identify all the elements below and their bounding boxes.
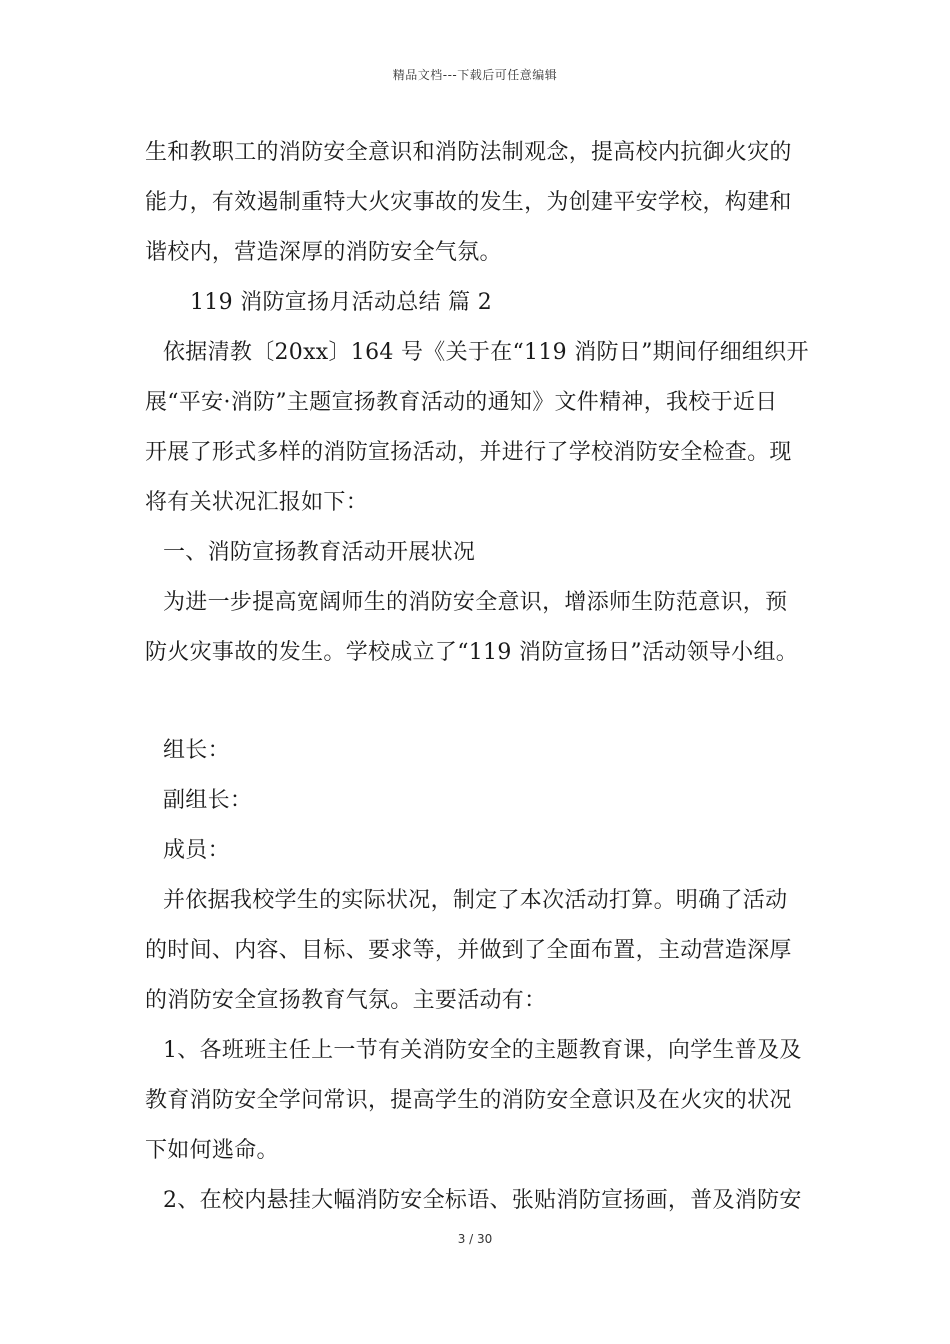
list-item-1 — [145, 1026, 810, 1176]
text-line: 2、在校内悬挂大幅消防安全标语、张贴消防宣扬画，普及消防安 — [163, 1188, 802, 1213]
paragraph-1 — [145, 128, 810, 278]
role-leader: 组长： — [163, 738, 230, 763]
page-header: 精品文档---下载后可任意编辑 — [392, 68, 558, 82]
role-deputy: 副组长： — [163, 788, 253, 813]
document-body — [145, 128, 810, 1226]
section-heading: 119 消防宣扬月活动总结 篇 2 — [190, 290, 493, 315]
paragraph-2 — [145, 328, 810, 528]
text-line: 展“平安·消防”主题宣扬教育活动的通知》文件精神，我校于近日 — [145, 390, 778, 415]
text-line: 下如何逃命。 — [145, 1138, 279, 1163]
paragraph-4 — [145, 876, 810, 1026]
text-line: 防火灾事故的发生。学校成立了“119 消防宣扬日”活动领导小组。 — [145, 640, 799, 665]
text-line: 的消防安全宣扬教育气氛。主要活动有： — [145, 988, 547, 1013]
subsection-title: 一、消防宣扬教育活动开展状况 — [163, 540, 476, 565]
page-number: 3 / 30 — [457, 1232, 493, 1246]
text-line: 的时间、内容、目标、要求等，并做到了全面布置，主动营造深厚 — [145, 938, 792, 963]
text-line: 为进一步提高宽阔师生的消防安全意识，增添师生防范意识，预 — [163, 590, 788, 615]
list-item-2 — [145, 1176, 810, 1226]
role-members: 成员： — [163, 838, 230, 863]
text-line: 将有关状况汇报如下： — [145, 490, 369, 515]
text-line: 1、各班班主任上一节有关消防安全的主题教育课，向学生普及及 — [163, 1038, 802, 1063]
text-line: 并依据我校学生的实际状况，制定了本次活动打算。明确了活动 — [163, 888, 788, 913]
text-line: 谐校内，营造深厚的消防安全气氛。 — [145, 240, 502, 265]
text-line: 依据清教〔20xx〕164 号《关于在“119 消防日”期间仔细组织开 — [163, 340, 809, 365]
role-list — [145, 726, 810, 876]
text-line: 能力，有效遏制重特大火灾事故的发生，为创建平安学校，构建和 — [145, 190, 792, 215]
text-line: 教育消防安全学问常识，提高学生的消防安全意识及在火灾的状况 — [145, 1088, 792, 1113]
text-line: 开展了形式多样的消防宣扬活动，并进行了学校消防安全检查。现 — [145, 440, 792, 465]
paragraph-3 — [145, 578, 810, 678]
text-line: 生和教职工的消防安全意识和消防法制观念，提高校内抗御火灾的 — [145, 140, 792, 165]
spacer — [145, 678, 810, 726]
